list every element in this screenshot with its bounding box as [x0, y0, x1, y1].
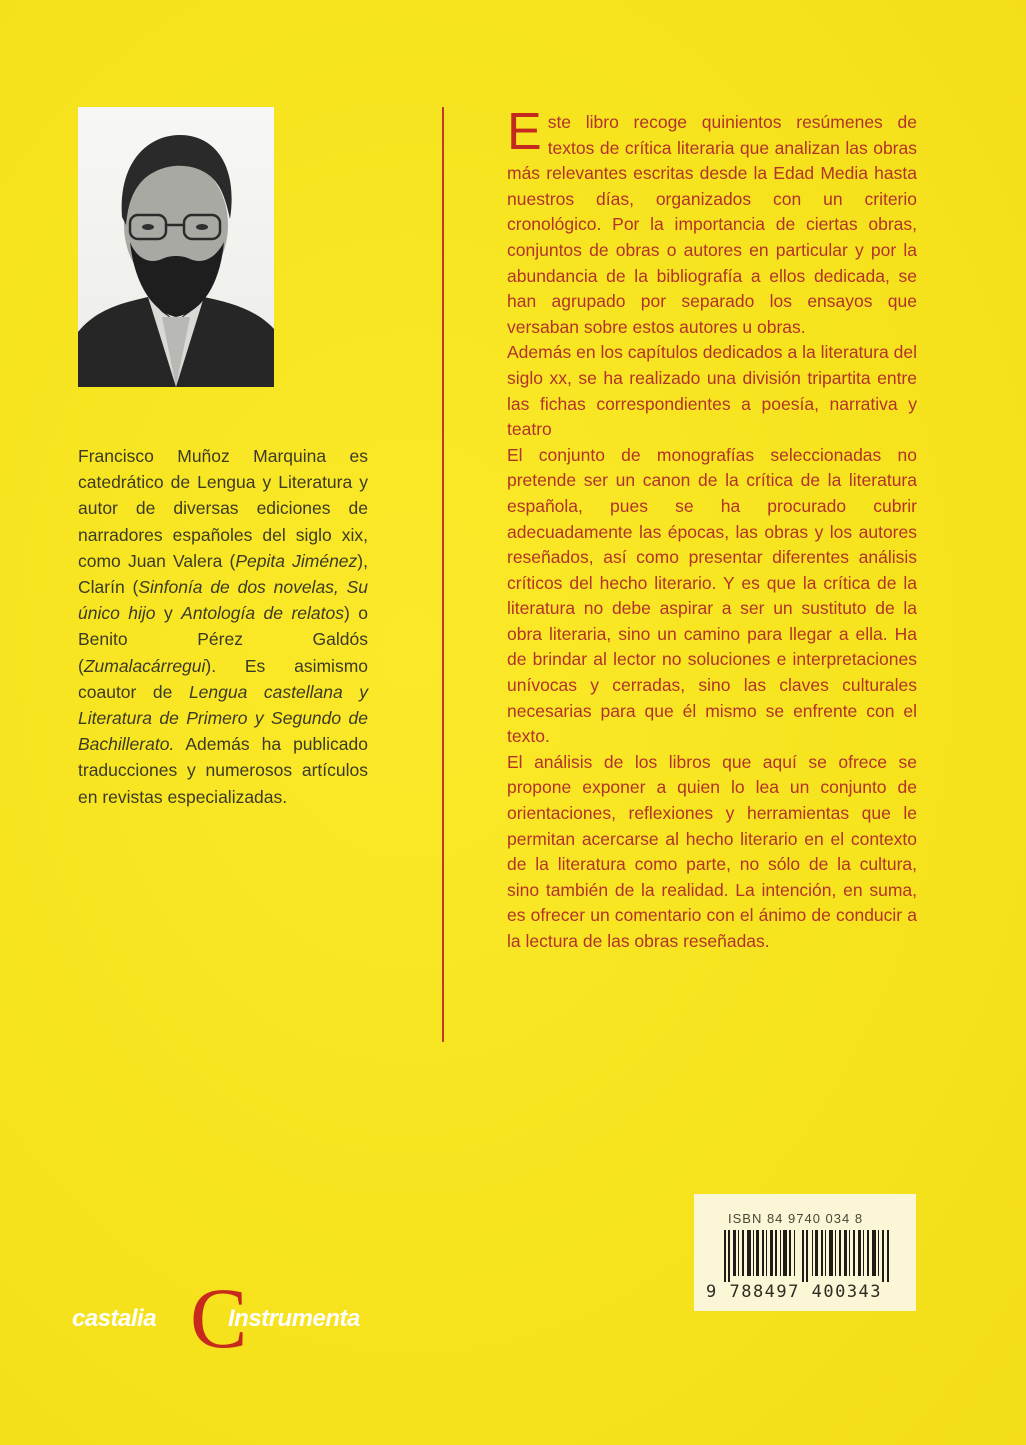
- vertical-divider: [442, 107, 444, 1042]
- author-photo: [78, 107, 274, 387]
- isbn-number: ISBN 84 9740 034 8: [728, 1211, 864, 1226]
- publisher-logo-letter: C: [190, 1270, 248, 1366]
- book-description: [507, 103, 917, 955]
- bio-text: Además ha publicado traducciones y numerosos artículos en revistas especializadas.: [78, 734, 368, 807]
- description-paragraph: Además en los capítulos dedicados a la literatura del siglo xx, se ha realizado una división tripartita entre las fichas correspondientes a poesía, narrativa y teatro: [507, 342, 917, 440]
- bio-text: y: [155, 603, 182, 624]
- barcode-icon: [724, 1230, 892, 1282]
- publisher-logo: [72, 1270, 432, 1366]
- bio-title: Sinfonía de dos novelas, Su único hijo: [78, 577, 368, 624]
- description-paragraph: El conjunto de monografías seleccionadas no pretende ser un canon de la crítica de la literatura española, pues se ha procurado cubrir adecuadamente las épocas, las obras y los autores reseñados, así como presentar diferentes análisis críticos del hecho literario. Y es que la crítica de la literatura no debe aspirar a ser un sustituto de la obra literaria, sino un camino para llegar a ella. Ha de brindar al lector no soluciones e interpretaciones unívocas y cerradas, sino las claves culturales necesarias para que él mismo se enfrente con el texto.: [507, 444, 917, 747]
- bio-title: Zumalacárregui: [83, 655, 206, 676]
- bio-text: ), Clarín (: [78, 550, 368, 598]
- description-text: ste libro recoge quinientos resúmenes de textos de crítica literaria que analizan las obras más relevantes escritas desde la Edad Media hasta nuestros días, organizados con un criterio cronológico. Por la importancia de ciertas obras, conjuntos de obras o autores en particular y por la abundancia de la bibliografía a ellos dedicada, se han agrupado por separado los ensayos que versaban sobre estos autores u obras.: [507, 112, 917, 337]
- bio-title: Antología de relatos: [181, 603, 344, 624]
- author-bio: [78, 443, 368, 810]
- bio-text: ) o Benito Pérez Galdós (: [78, 603, 368, 676]
- bio-text: ). Es asimismo coautor de: [78, 655, 368, 702]
- bio-title: Pepita Jiménez: [235, 550, 358, 571]
- description-paragraph: [507, 103, 917, 340]
- bio-text: Francisco Muñoz Marquina es catedrático de Lengua y Literatura y autor de diversas ediciones de narradores españoles del siglo xix, como Juan Valera (: [78, 446, 368, 571]
- drop-cap: E: [507, 103, 542, 161]
- bio-title: Lengua castellana y Literatura de Primero y Segundo de Bachillerato.: [78, 681, 369, 755]
- publisher-name: castalia: [72, 1305, 157, 1332]
- collection-name: Instrumenta: [228, 1305, 360, 1332]
- ean-number: 9 788497 400343: [706, 1282, 883, 1302]
- barcode-label: [694, 1194, 916, 1311]
- description-paragraph: El análisis de los libros que aquí se ofrece se propone exponer a quien lo lea un conjunto de orientaciones, reflexiones y herramientas que le permitan acercarse al hecho literario en el contexto de la literatura como parte, no sólo de la cultura, sino también de la realidad. La intención, en suma, es ofrecer un comentario con el ánimo de conducir a la lectura de las obras reseñadas.: [507, 751, 917, 951]
